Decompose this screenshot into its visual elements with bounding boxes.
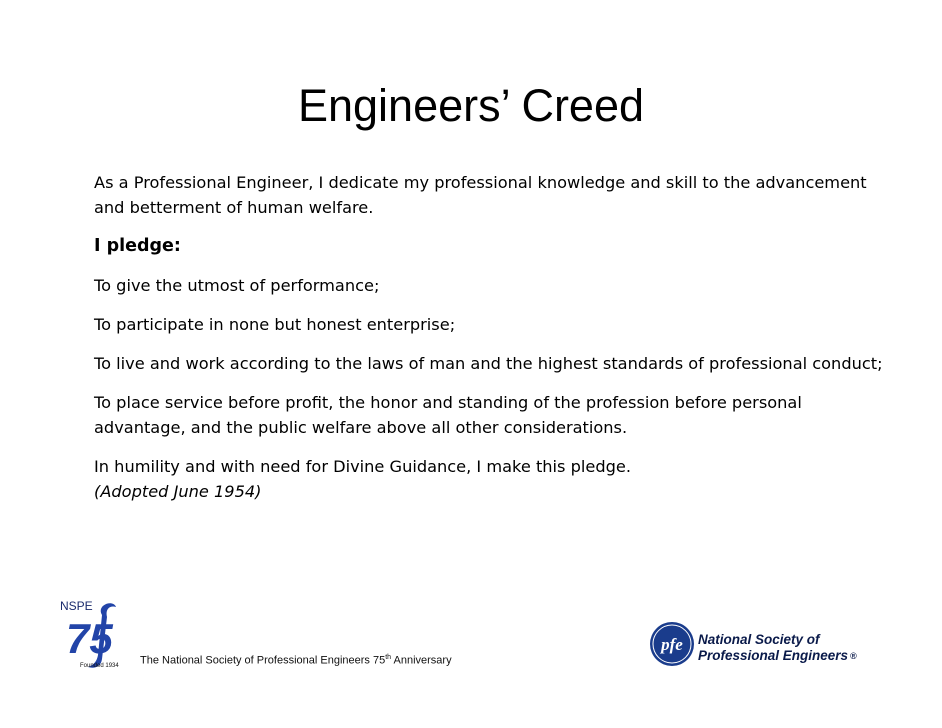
nspe-name-line2-text: Professional Engineers [698,648,849,663]
footer-text: The National Society of Professional Engineers 75 [140,654,386,667]
adopted-date: (Adopted June 1954) [94,482,262,501]
nspe-75th-anniversary-logo [58,597,140,671]
nspe-name-line2 [698,648,857,664]
closing-text: In humility and with need for Divine Guidance, I make this pledge. [94,457,632,476]
nspe-emblem-icon [648,620,696,668]
footer-caption [140,654,452,667]
emblem-letters: pfe [661,635,683,654]
logo-acronym: NSPE [60,599,93,613]
page-title: Engineers’ Creed [297,80,645,131]
logo-number: 75 [66,615,113,662]
pledge-item-4: To place service before profit, the honor and standing of the profession before personal advantage, and the public welfare above all other considerations. [94,393,802,437]
footer-text-end: Anniversary [391,654,452,667]
nspe-name-line1: National Society of [698,632,820,647]
pledge-item-2: To participate in none but honest enterprise; [94,315,456,334]
intro-paragraph: As a Professional Engineer, I dedicate my professional knowledge and skill to the advancement and betterment of human welfare. [94,173,867,217]
creed-body [94,170,894,518]
nspe-wordmark [698,632,857,664]
closing-paragraph [94,454,894,504]
pledge-item-3: To live and work according to the laws of man and the highest standards of professional conduct; [94,354,883,373]
logo-founded: Founded 1934 [80,663,119,669]
pledge-heading: I pledge: [94,236,181,256]
footer-superscript: th [385,654,392,661]
registered-mark: ® [850,651,857,661]
pledge-item-1: To give the utmost of performance; [94,276,380,295]
